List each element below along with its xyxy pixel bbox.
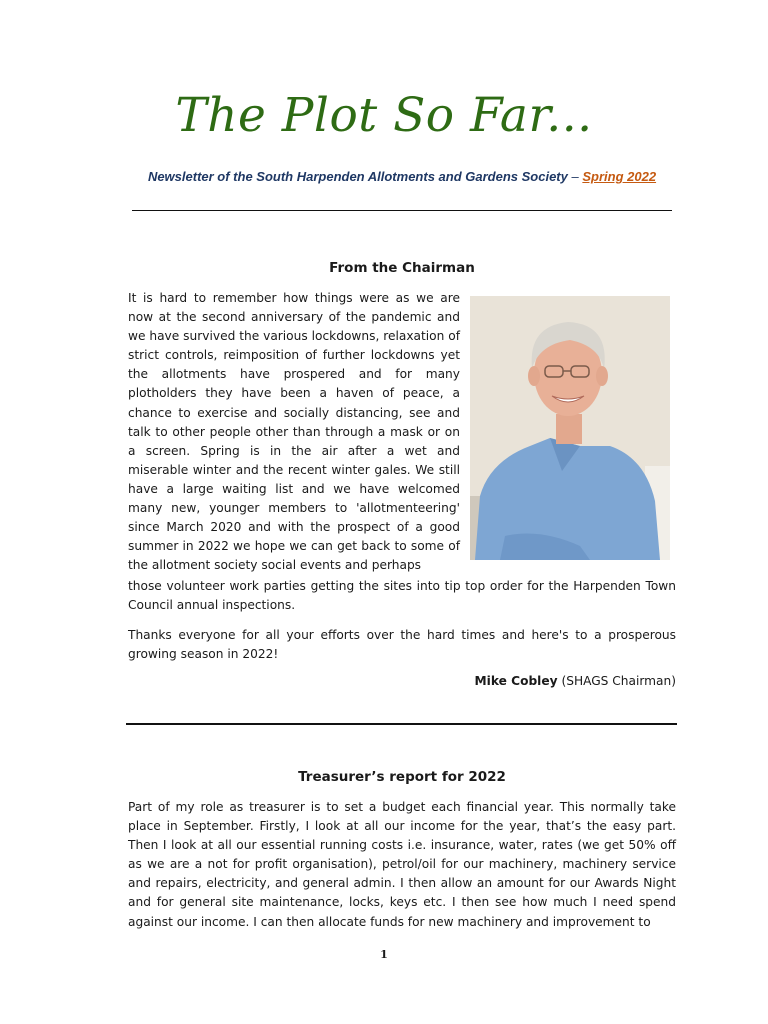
newsletter-subtitle [128,169,676,184]
chairman-thanks-paragraph: Thanks everyone for all your efforts over the hard times and here's to a prosperous growing season in 2022! [128,628,676,662]
header-divider [132,210,672,211]
newsletter-title: The Plot So Far... [175,88,593,143]
chairman-photo [470,296,670,560]
subtitle-main: Newsletter of the South Harpenden Allotments and Gardens Society [147,169,568,184]
treasurer-paragraph: Part of my role as treasurer is to set a budget each financial year. This normally take place in September. Firstly, I look at all our income for the year, that’s the easy part. Then I look at all our essential running costs i.e. insurance, water, rates (we get 50% off as we are a not for profit organisation), petrol/oil for our machinery, machinery service and repairs, electricity, and general admin. I then allow an amount for our Awards Night and for general site maintenance, locks, keys etc. I then see how much I need spend against our income. I can then allocate funds for new machinery and improvement to [128,800,676,929]
subtitle-dash: – [571,169,579,184]
subtitle-season: Spring 2022 [582,169,657,184]
page-number: 1 [380,948,388,961]
signoff-name: Mike Cobley [474,674,558,688]
chairman-paragraph-wrapped: It is hard to remember how things were as we are now at the second anniversary of the pandemic and we have survived the various lockdowns, relaxation of strict controls, reimposition of further lockdowns yet the allotments have prospered and for many plotholders they have been a haven of peace, a chance to exercise and socially distancing, see and talk to other people other than through a mask or on a screen. Spring is in the air after a wet and miserable winter and the recent winter gales. We still have a large waiting list and we have welcomed many new, younger members to 'allotmenteering' since March 2020 and with the prospect of a good summer in 2022 we hope we can get back to some of the allotment society social events and perhaps [128,291,460,573]
chairman-photo-illustration [470,296,670,560]
section-divider [126,723,677,725]
signoff-role: (SHAGS Chairman) [561,674,676,688]
chairman-signoff [128,674,676,688]
chairman-heading: From the Chairman [329,260,475,276]
treasurer-heading: Treasurer’s report for 2022 [298,769,506,785]
chairman-paragraph-continued: those volunteer work parties getting the sites into tip top order for the Harpenden Town Council annual inspections. [128,579,676,613]
